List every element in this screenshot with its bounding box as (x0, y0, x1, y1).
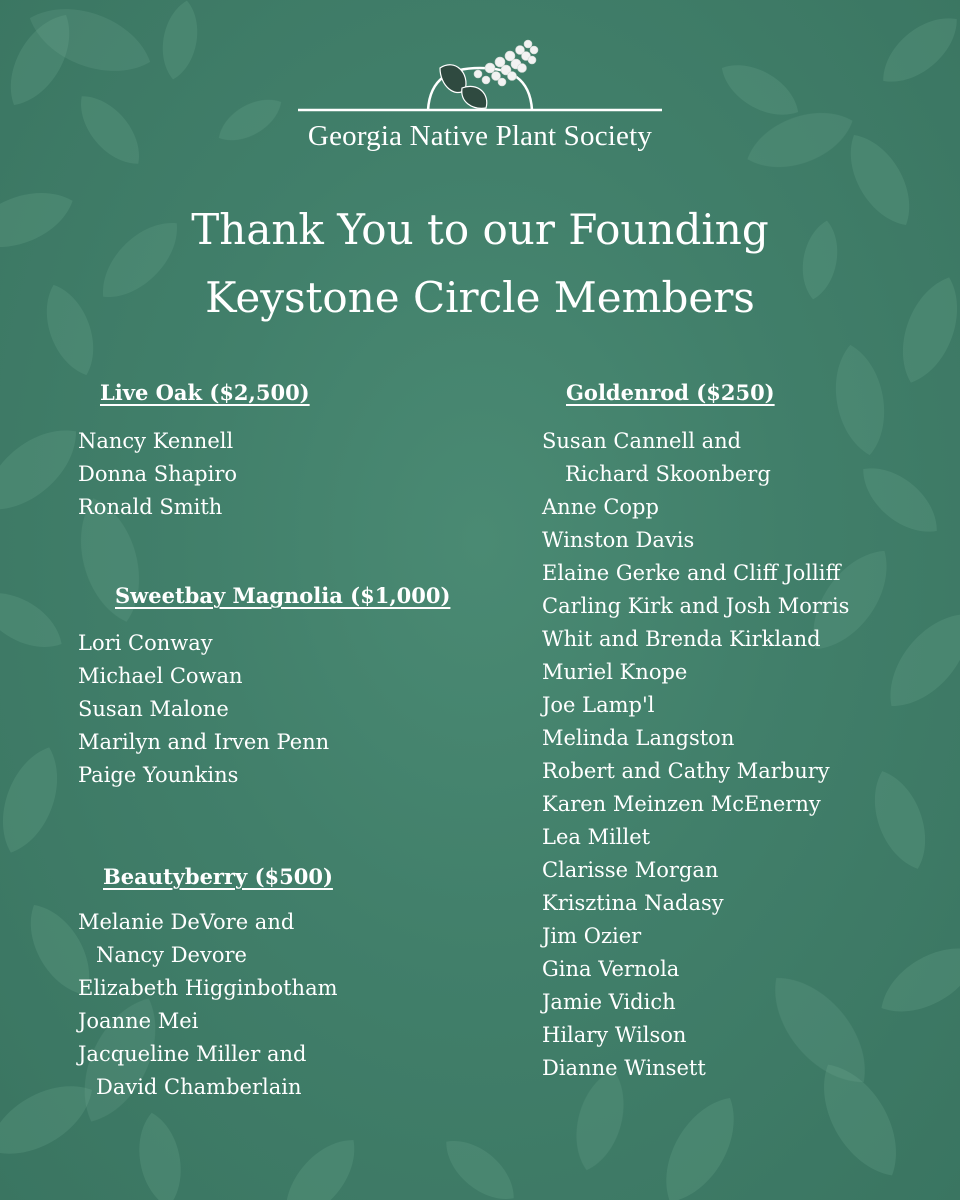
member-name: Carling Kirk and Josh Morris (542, 594, 850, 618)
member-name: Dianne Winsett (542, 1056, 706, 1080)
member-name: Elizabeth Higginbotham (78, 976, 338, 1000)
goldenrod-member-list (542, 425, 849, 1085)
member-name: Whit and Brenda Kirkland (542, 627, 821, 651)
member-name: Krisztina Nadasy (542, 891, 724, 915)
member-name-continuation: David Chamberlain (96, 1075, 302, 1099)
member-name: Jim Ozier (542, 924, 642, 948)
live-oak-member-list (78, 425, 237, 524)
member-name: Paige Younkins (78, 763, 239, 787)
organization-name: Georgia Native Plant Society (307, 120, 653, 152)
member-name: Melanie DeVore and (78, 910, 295, 934)
member-name: Karen Meinzen McEnerny (542, 792, 821, 816)
member-name: Ronald Smith (78, 495, 223, 519)
live-oak-heading: Live Oak ($2,500) (100, 380, 310, 405)
member-name: Marilyn and Irven Penn (78, 730, 330, 754)
goldenrod-heading: Goldenrod ($250) (566, 380, 775, 405)
member-name: Jacqueline Miller and (78, 1042, 307, 1066)
society-logo (290, 38, 670, 163)
member-name: Donna Shapiro (78, 462, 237, 486)
member-name: Lori Conway (78, 631, 213, 655)
member-name: Hilary Wilson (542, 1023, 687, 1047)
member-name: Lea Millet (542, 825, 651, 849)
member-name: Susan Cannell and (542, 429, 742, 453)
member-name: Winston Davis (542, 528, 695, 552)
member-name-continuation: Richard Skoonberg (565, 462, 771, 486)
sweetbay-magnolia-member-list (78, 627, 329, 792)
member-name: Gina Vernola (542, 957, 680, 981)
member-name: Susan Malone (78, 697, 229, 721)
member-name: Jamie Vidich (542, 990, 676, 1014)
member-name: Joanne Mei (78, 1009, 199, 1033)
beautyberry-heading: Beautyberry ($500) (103, 864, 333, 889)
sweetbay-magnolia-heading: Sweetbay Magnolia ($1,000) (115, 583, 451, 608)
title-line-2: Keystone Circle Members (205, 273, 755, 322)
member-name: Nancy Kennell (78, 429, 234, 453)
page-title (80, 196, 880, 332)
member-name: Joe Lamp'l (542, 693, 655, 717)
member-name: Elaine Gerke and Cliff Jolliff (542, 561, 841, 585)
member-name: Anne Copp (542, 495, 659, 519)
member-name: Robert and Cathy Marbury (542, 759, 830, 783)
member-name: Clarisse Morgan (542, 858, 719, 882)
member-name: Muriel Knope (542, 660, 688, 684)
title-line-1: Thank You to our Founding (191, 205, 769, 254)
member-name-continuation: Nancy Devore (96, 943, 247, 967)
member-name: Michael Cowan (78, 664, 243, 688)
oakleaf-hydrangea-icon (290, 38, 670, 118)
member-name: Melinda Langston (542, 726, 735, 750)
beautyberry-member-list (78, 906, 338, 1104)
